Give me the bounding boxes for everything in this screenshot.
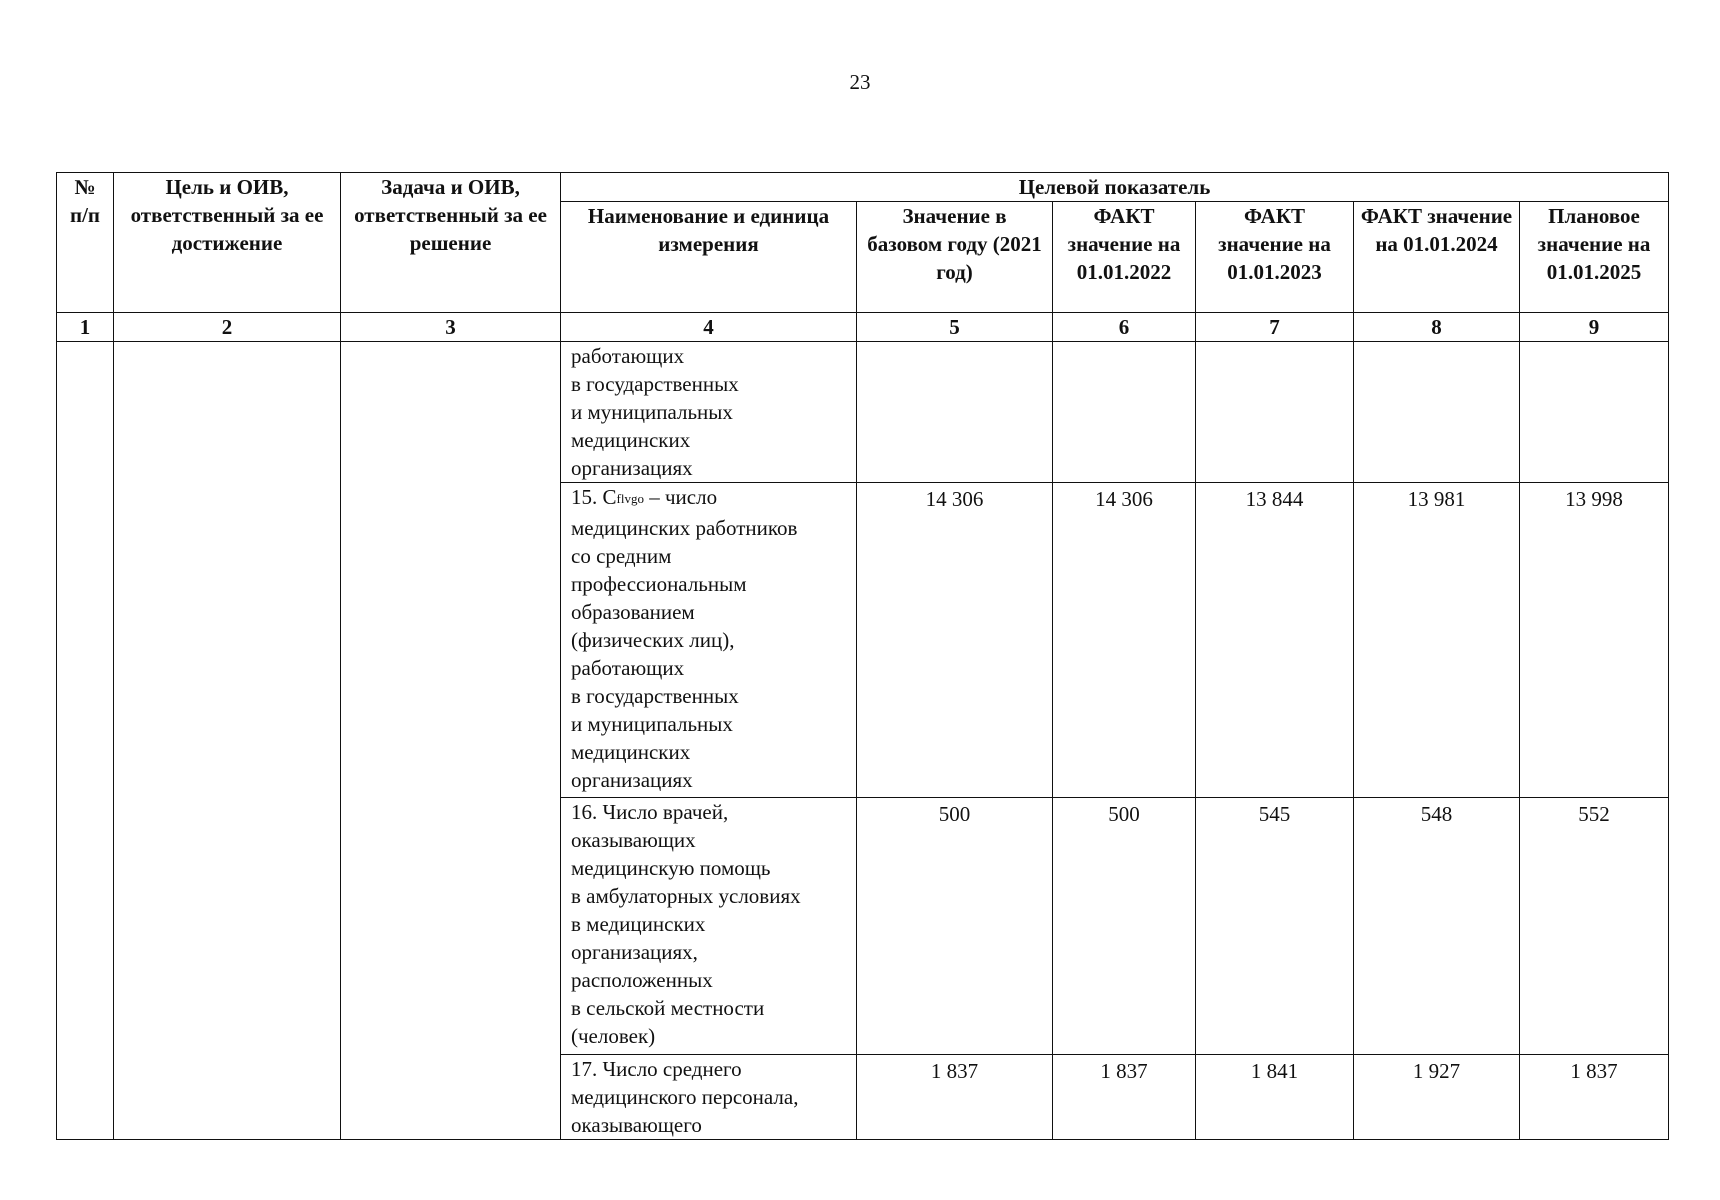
fact-2022-value: 1 837 bbox=[1053, 1055, 1196, 1140]
fact-2023-value bbox=[1196, 342, 1354, 483]
base-year-value: 500 bbox=[857, 798, 1053, 1055]
base-year-value bbox=[857, 342, 1053, 483]
plan-2025-value bbox=[1520, 342, 1669, 483]
fact-2024-value: 1 927 bbox=[1354, 1055, 1520, 1140]
table-row bbox=[57, 342, 1669, 483]
fact-2024-value: 548 bbox=[1354, 798, 1520, 1055]
indicator-name-line bbox=[571, 483, 852, 514]
indicator-name-line: 16. Число врачей, bbox=[571, 800, 729, 824]
indicator-name-line: 17. Число среднего bbox=[571, 1057, 742, 1081]
header-number: № п/п bbox=[57, 173, 114, 313]
indicator-name-line: медицинских работников bbox=[571, 516, 798, 540]
column-number: 3 bbox=[341, 313, 561, 342]
indicator-name-line: медицинских bbox=[571, 740, 691, 764]
indicator-name-rest: – число bbox=[643, 485, 718, 509]
indicator-name-prefix: 15. C bbox=[571, 485, 617, 509]
indicator-table bbox=[56, 172, 1669, 1140]
fact-2024-value: 13 981 bbox=[1354, 483, 1520, 798]
column-number: 9 bbox=[1520, 313, 1669, 342]
column-number: 4 bbox=[561, 313, 857, 342]
indicator-name-line: организациях, bbox=[571, 940, 698, 964]
fact-2022-value bbox=[1053, 342, 1196, 483]
indicator-name-line: работающих bbox=[571, 344, 685, 368]
column-number: 8 bbox=[1354, 313, 1520, 342]
indicator-name-line: медицинскую помощь bbox=[571, 856, 771, 880]
indicator-name-line: организациях bbox=[571, 456, 693, 480]
plan-2025-value: 13 998 bbox=[1520, 483, 1669, 798]
indicator-name-line: со средним bbox=[571, 544, 672, 568]
indicator-name-line: (физических лиц), bbox=[571, 628, 735, 652]
fact-2023-value: 545 bbox=[1196, 798, 1354, 1055]
header-base-year: Значение в базовом году (2021 год) bbox=[857, 202, 1053, 313]
fact-2022-value: 14 306 bbox=[1053, 483, 1196, 798]
indicator-name-line: в медицинских bbox=[571, 912, 706, 936]
base-year-value: 14 306 bbox=[857, 483, 1053, 798]
indicator-name-cell bbox=[561, 342, 857, 483]
goal-cell bbox=[114, 342, 341, 1140]
column-number: 1 bbox=[57, 313, 114, 342]
indicator-name-line: медицинских bbox=[571, 428, 691, 452]
base-year-value: 1 837 bbox=[857, 1055, 1053, 1140]
indicator-name-line: организациях bbox=[571, 768, 693, 792]
header-plan-2025: Плановое значение на 01.01.2025 bbox=[1520, 202, 1669, 313]
column-number: 6 bbox=[1053, 313, 1196, 342]
header-goal: Цель и ОИВ, ответственный за ее достижение bbox=[114, 173, 341, 313]
indicator-name-line: медицинского персонала, bbox=[571, 1085, 799, 1109]
header-fact-2022: ФАКТ значение на 01.01.2022 bbox=[1053, 202, 1196, 313]
plan-2025-value: 1 837 bbox=[1520, 1055, 1669, 1140]
header-name-unit: Наименование и единица измерения bbox=[561, 202, 857, 313]
header-fact-2024: ФАКТ значение на 01.01.2024 bbox=[1354, 202, 1520, 313]
indicator-name-cell bbox=[561, 483, 857, 798]
fact-2022-value: 500 bbox=[1053, 798, 1196, 1055]
indicator-name-subscript: flvgo bbox=[616, 491, 644, 506]
header-task: Задача и ОИВ, ответственный за ее решение bbox=[341, 173, 561, 313]
plan-2025-value: 552 bbox=[1520, 798, 1669, 1055]
indicator-name-line: расположенных bbox=[571, 968, 713, 992]
row-number-cell bbox=[57, 342, 114, 1140]
indicator-name-line: оказывающего bbox=[571, 1113, 702, 1137]
fact-2023-value: 1 841 bbox=[1196, 1055, 1354, 1140]
indicator-name-cell bbox=[561, 1055, 857, 1140]
page-number: 23 bbox=[849, 70, 871, 94]
indicator-name-line: работающих bbox=[571, 656, 685, 680]
indicator-name-cell bbox=[561, 798, 857, 1055]
column-number: 7 bbox=[1196, 313, 1354, 342]
fact-2024-value bbox=[1354, 342, 1520, 483]
indicator-name-line: (человек) bbox=[571, 1024, 656, 1048]
column-number: 2 bbox=[114, 313, 341, 342]
indicator-name-line: в амбулаторных условиях bbox=[571, 884, 801, 908]
indicator-name-line: и муниципальных bbox=[571, 712, 733, 736]
fact-2023-value: 13 844 bbox=[1196, 483, 1354, 798]
header-fact-2023: ФАКТ значение на 01.01.2023 bbox=[1196, 202, 1354, 313]
indicator-name-line: в сельской местности bbox=[571, 996, 765, 1020]
column-number: 5 bbox=[857, 313, 1053, 342]
indicator-name-line: и муниципальных bbox=[571, 400, 733, 424]
task-cell bbox=[341, 342, 561, 1140]
indicator-name-line: профессиональным bbox=[571, 572, 747, 596]
header-target-indicator: Целевой показатель bbox=[561, 173, 1669, 202]
indicator-name-line: в государственных bbox=[571, 684, 739, 708]
indicator-name-line: оказывающих bbox=[571, 828, 696, 852]
indicator-name-line: в государственных bbox=[571, 372, 739, 396]
indicator-name-line: образованием bbox=[571, 600, 695, 624]
